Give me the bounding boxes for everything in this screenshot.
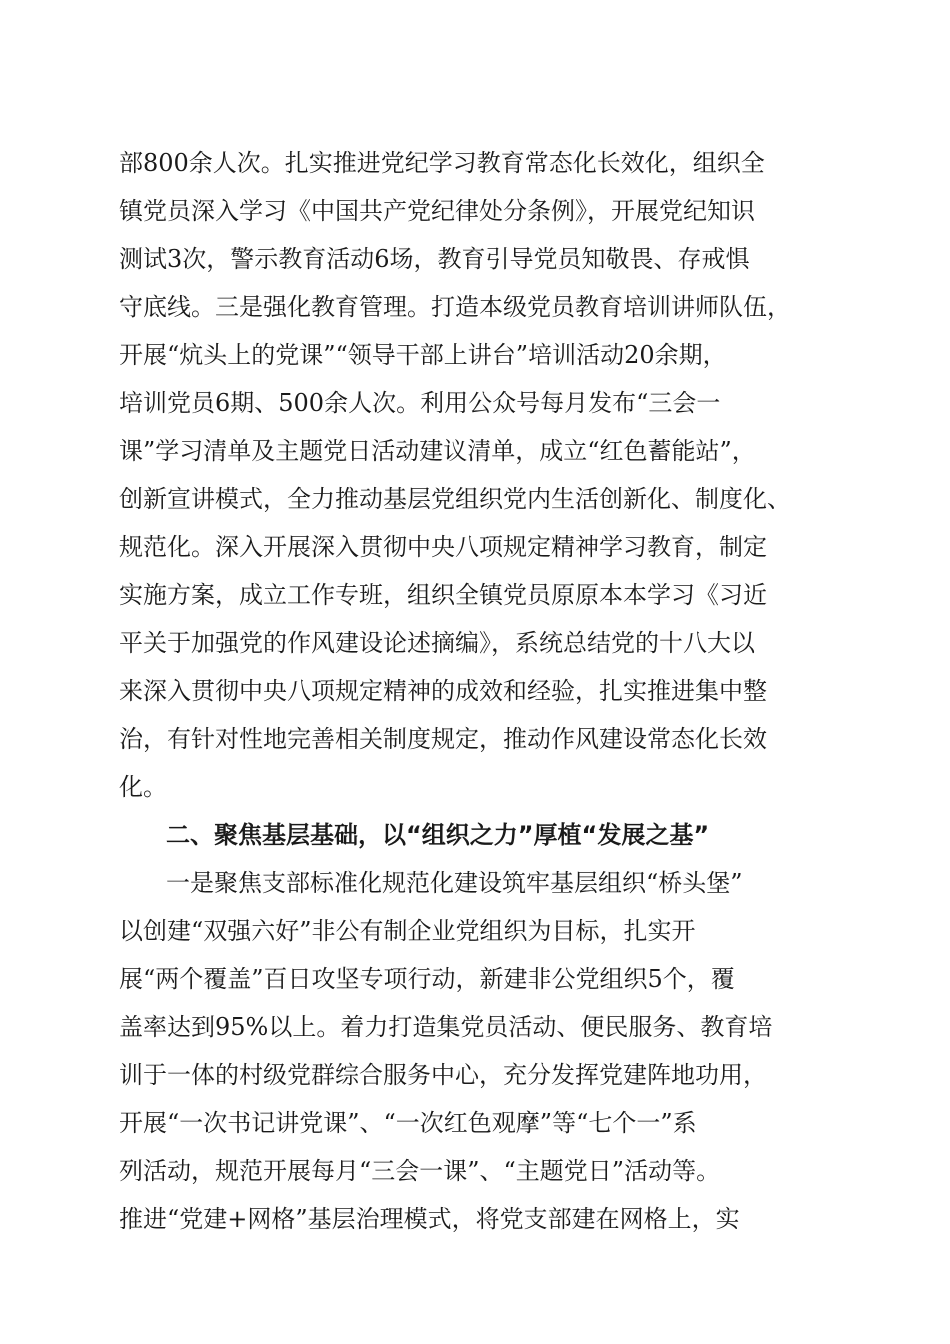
text-line: 课”学习清单及主题党日活动建议清单，成立“红色蓄能站”，: [119, 437, 756, 465]
text-line: 平关于加强党的作风建设论述摘编》，系统总结党的十八大以: [119, 629, 755, 657]
text-line: 治，有针对性地完善相关制度规定，推动作风建设常态化长效: [119, 725, 767, 753]
text-line: 镇党员深入学习《中国共产党纪律处分条例》，开展党纪知识: [119, 197, 755, 225]
text-line: 部800余人次。扎实推进党纪学习教育常态化长效化，组织全: [119, 149, 765, 177]
text-line: 推进“党建+网格”基层治理模式，将党支部建在网格上，实: [119, 1205, 740, 1233]
text-line: 以创建“双强六好”非公有制企业党组织为目标，扎实开: [119, 917, 696, 945]
text-line: 列活动，规范开展每月“三会一课”、“主题党日”活动等。: [119, 1157, 721, 1185]
text-line: 实施方案，成立工作专班，组织全镇党员原原本本学习《习近: [119, 581, 767, 609]
text-line: 开展“炕头上的党课”“领导干部上讲台”培训活动20余期，: [119, 341, 727, 369]
text-line: 规范化。深入开展深入贯彻中央八项规定精神学习教育，制定: [119, 533, 767, 561]
subsection-title: 一是聚焦支部标准化规范化建设筑牢基层组织“桥头堡”: [166, 869, 743, 897]
text-line: 来深入贯彻中央八项规定精神的成效和经验，扎实推进集中整: [119, 677, 767, 705]
text-line: 化。: [119, 773, 167, 801]
text-line: 盖率达到95%以上。着力打造集党员活动、便民服务、教育培: [119, 1013, 773, 1041]
text-line: 培训党员6期、500余人次。利用公众号每月发布“三会一: [119, 389, 721, 417]
section-heading: 二、聚焦基层基础，以“组织之力”厚植“发展之基”: [166, 821, 710, 849]
text-line: 守底线。三是强化教育管理。打造本级党员教育培训讲师队伍，: [119, 293, 791, 321]
text-line: 展“两个覆盖”百日攻坚专项行动，新建非公党组织5个，覆: [119, 965, 735, 993]
text-line: 开展“一次书记讲党课”、“一次红色观摩”等“七个一”系: [119, 1109, 697, 1137]
text-line: 创新宣讲模式，全力推动基层党组织党内生活创新化、制度化、: [119, 485, 791, 513]
text-line: 训于一体的村级党群综合服务中心，充分发挥党建阵地功用，: [119, 1061, 767, 1089]
text-line: 测试3次，警示教育活动6场，教育引导党员知敬畏、存戒惧: [119, 245, 750, 273]
